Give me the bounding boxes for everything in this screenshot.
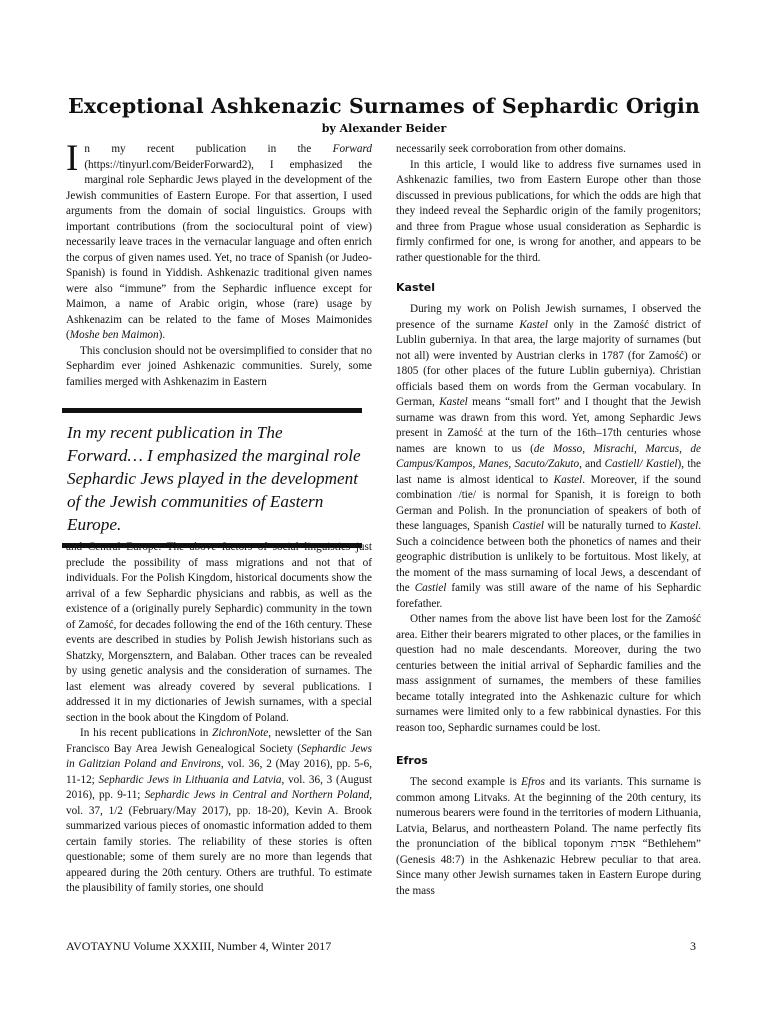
left-column-upper (66, 138, 372, 390)
paragraph: and Central Europe. The above factors of social linguistics just preclude the possibility of mass migrations and not that of individuals. For the Polish Kingdom, historical documents show the arrival of a few Sephardic physicians and rabbis, as well as the existence of a (originally purely Sephardic) community in the town of Zamość, for decades following the end of the 16th century. These events are described in studies by Polish Jewish historians such as Shatzky, Morgensztern, and Balaban. Other traces can be revealed by using genetic analysis and the consideration of surnames. The last element was already covered by several publications. I addressed it in my dictionaries of Jewish surnames, with a special section in the book about the Kingdom of Poland. (66, 541, 372, 724)
paragraph: Other names from the above list have been lost for the Zamość area. Either their bearers migrated to other places, or the families in question had no male descendants. Moreover, during the two centuries between the initial arrival of Sephardic families and the mass assignment of surnames, the members of these families became totally integrated into the Ashkenazic culture for which surnames were limited only to a few rabbinical dynasties. For this reason too, Sephardic surnames could be lost. (396, 613, 701, 734)
paragraph: In my recent publication in the Forward (https://tinyurl.com/BeiderForward2), I emphasized the marginal role Sephardic Jews played in the development of the Jewish communities of Eastern Europe. For that assertion, I used arguments from the domain of social linguistics. Groups with important contributions (from the sociocultural point of view) necessarily leave traces in the vernacular language and often enrich the corpus of given names used. Yet, no trace of Spanish (or Judeo-Spanish) is found in Yiddish. Ashkenazic traditional given names were also “immune” from the Sephardic influence except for Maimon, a name of Arabic origin, whose (rare) usage by Ashkenazim can be related to the fame of Moses Maimonides (Moshe ben Maimon). (66, 138, 372, 341)
article-title: Exceptional Ashkenazic Surnames of Sephardic Origin (68, 94, 700, 118)
pull-quote (62, 408, 362, 548)
paragraph: This conclusion should not be oversimplified to consider that no Sephardim ever joined Ashkenazic communities. Surely, some families merged with Ashkenazim in Eastern (66, 344, 372, 388)
section-heading: Kastel (396, 281, 435, 294)
right-column (396, 142, 701, 899)
paragraph: In his recent publications in ZichronNote, newsletter of the San Francisco Bay Area Jewish Genealogical Society (Sephardic Jews in Galitzian Poland and Environs, vol. 36, 2 (May 2016), pp. 5-6, 11-12; Sephardic Jews in Lithuania and Latvia, vol. 36, 3 (August 2016), pp. 9-11; Sephardic Jews in Central and Northern Poland, vol. 37, 1/2 (February/May 2017), pp. 18-20), Kevin A. Brook summarized various pieces of onomastic information added to them certain family stories. The reliability of these stories is often questionable; some of them surely are no more than legends that appeared during the 20th century. Others are truthful. To estimate the plausibility of family stories, one should (66, 727, 373, 894)
section-heading: Efros (396, 754, 428, 767)
article-byline: by Alexander Beider (321, 122, 447, 135)
paragraph: During my work on Polish Jewish surnames, I observed the presence of the surname Kastel only in the Zamość district of Lublin guberniya. In that area, the large majority of surnames (but not all) were invented by Austrian clerks in 1787 (for Zamość) or 1805 (for other places of the future Lublin guberniya). Christian officials based them on words from the German vocabulary. In German, Kastel means “small fort” and I thought that the Jewish surname was drawn from this word. Yet, among Sephardic Jews present in Zamość at the turn of the 16th–17th centuries whose names are known to us (de Mosso, Misrachi, Marcus, de Campus/Kampos, Manes, Sacuto/Zakuto, and Castiell/ Kastiel), the last name is almost identical to Kastel. Moreover, if the sound combination /tie/ is normal for Spanish, it is foreign to both German and Polish. In the pronunciation of speakers of both of these languages, Spanish Castiel will be naturally turned to Kastel. Such a coincidence between both the phonetics of names and their geographic distribution is unlikely to be fortuitous. Most likely, at the moment of the mass surnaming of local Jews, a descendant of the Castiel family was still aware of the name of his Sephardic forefather. (396, 303, 702, 610)
footer-journal: AVOTAYNU Volume XXXIII, Number 4, Winter 2017 (66, 939, 332, 953)
paragraph: In this article, I would like to address five surnames used in Ashkenazic families, two from Eastern Europe other than those discussed in previous publications, for which the odds are high that they indeed reveal the Sephardic origin of the family progenitors; and three from Prague whose usual consideration as Sephardic is firmly confirmed for one, is wrong for another, and appears to be rather questionable for the third. (396, 158, 701, 264)
paragraph: necessarily seek corroboration from other domains. (396, 143, 626, 155)
drop-cap: I (66, 138, 79, 179)
paragraph: The second example is Efros and its variants. This surname is common among Litvaks. At the beginning of the 20th century, its numerous bearers were found in the territories of modern Lithuania, Latvia, Belarus, and northeastern Poland. The name perfectly fits the pronunciation of the biblical toponym אפרת “Bethlehem” (Genesis 48:7) in the Ashkenazic Hebrew peculiar to that area. Since many other Jewish surnames taken in Eastern Europe during the mass (396, 776, 701, 897)
page-number: 3 (690, 939, 696, 953)
left-column-lower (66, 540, 372, 897)
pull-quote-text: In my recent publication in The Forward… I emphasized the marginal role Sephardic Jews played in the development of the Jewish communities of Eastern Europe. (67, 423, 361, 534)
